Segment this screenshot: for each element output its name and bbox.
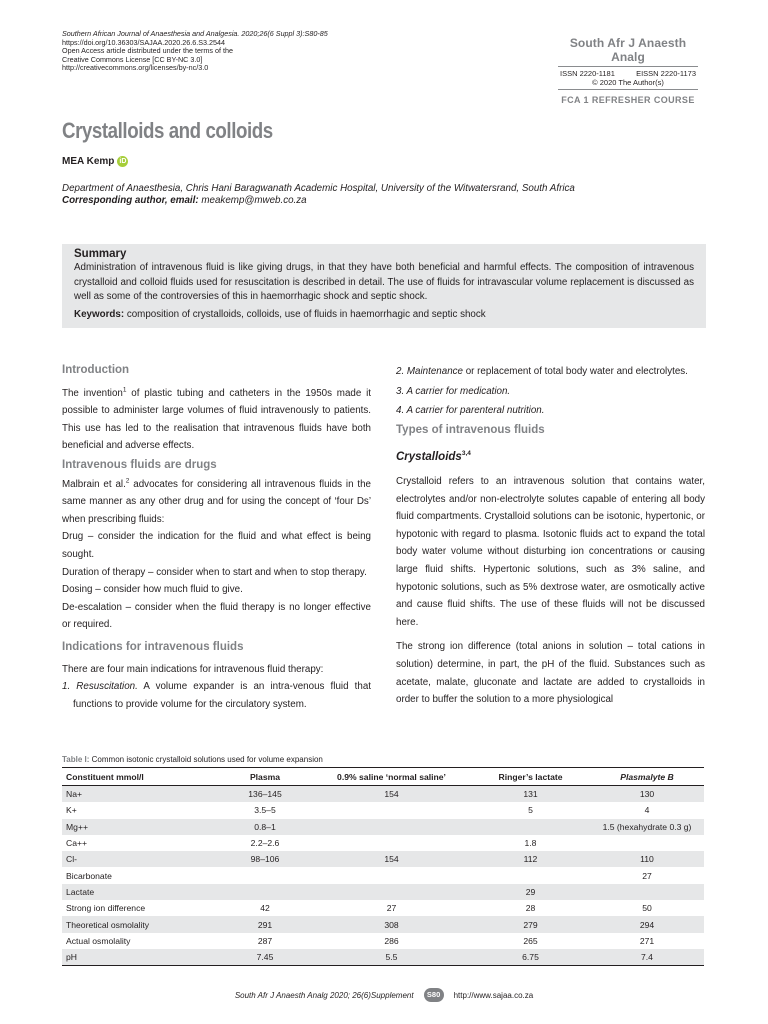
affiliation-block bbox=[62, 183, 722, 207]
license-link[interactable]: http://creativecommons.org/licenses/by-nc/3.0 bbox=[62, 63, 209, 73]
table-header: Constituent mmol/l bbox=[62, 768, 218, 786]
table-cell: Mg++ bbox=[62, 819, 218, 835]
table-row bbox=[62, 786, 704, 803]
table-row bbox=[62, 802, 704, 818]
table-header: 0.9% saline ‘normal saline’ bbox=[312, 768, 471, 786]
table-cell: 136–145 bbox=[218, 786, 312, 803]
table-cell: K+ bbox=[66, 805, 77, 816]
table-cell: 279 bbox=[471, 916, 590, 932]
masthead-rule-top bbox=[558, 66, 698, 67]
page-number: S80 bbox=[424, 988, 444, 1002]
footer-url[interactable]: http://www.sajaa.co.za bbox=[453, 990, 534, 1000]
table-cell: 6.75 bbox=[471, 949, 590, 966]
table-cell: 5 bbox=[528, 805, 533, 816]
intro-heading: Introduction bbox=[62, 364, 130, 376]
author-name: MEA Kemp bbox=[62, 156, 115, 167]
table-header-row bbox=[62, 768, 704, 786]
table-cell: 27 bbox=[386, 903, 397, 914]
table-cell: 0.8–1 bbox=[218, 819, 312, 835]
journal-masthead bbox=[558, 36, 698, 105]
list-item-resuscitation: 1. Resuscitation. A volume expander is an intra-venous fluid that functions to provide volume for the circulatory system. bbox=[62, 681, 371, 710]
copyright: © 2020 The Author(s) bbox=[592, 78, 664, 87]
table-row bbox=[62, 884, 704, 900]
table-cell: 308 bbox=[312, 916, 471, 932]
corresponding-email[interactable]: meakemp@mweb.co.za bbox=[201, 195, 307, 206]
doi-link[interactable]: https://doi.org/10.36303/SAJAA.2020.26.6.S3.2544 bbox=[62, 37, 226, 47]
table-cell bbox=[471, 867, 590, 883]
table-cell: 131 bbox=[471, 786, 590, 803]
table-cell: 110 bbox=[590, 851, 704, 867]
table-cell: 28 bbox=[525, 903, 536, 914]
deescalation-line: De-escalation – consider when the fluid therapy is no longer effective or required. bbox=[62, 601, 371, 631]
license-line-2: Creative Commons License [CC BY-NC 3.0] bbox=[62, 54, 203, 64]
table-cell: 2.2–2.6 bbox=[250, 838, 280, 849]
table-cell: 271 bbox=[639, 935, 655, 946]
intro-paragraph: The invention$^1$ of plastic tubing and catheters in the 1950s made it possible to administer large volumes of fluid intravenously to patients. This use has led to the realisation that intravenous fluids have both beneficial and adverse effects. bbox=[62, 386, 371, 452]
table-cell: 154 bbox=[312, 851, 471, 867]
table-cell: 294 bbox=[590, 916, 704, 932]
crystalloids-paragraph-2: The strong ion difference (total anions in solution – total cations in solution) determine, in part, the pH of the fluid. Substances such as acetate, malate, gluconate and lactate are added to crystalloids in order to buffer the solution to a more physiological bbox=[396, 641, 705, 706]
table-cell bbox=[590, 884, 704, 900]
table-cell: 50 bbox=[642, 903, 652, 914]
table-cell: 7.4 bbox=[590, 949, 704, 966]
table-cell: Strong ion difference bbox=[66, 903, 146, 914]
dosing-line: Dosing – consider how much fluid to give. bbox=[62, 584, 243, 596]
left-column bbox=[62, 362, 371, 713]
drugs-paragraph: Malbrain et al.$^2$ advocates for considering all intravenous fluids in the same manner as any other drug and for using the concept of ‘four Ds’ when prescribing fluids: bbox=[62, 477, 371, 525]
table-cell: 98–106 bbox=[218, 851, 312, 867]
indications-heading: Indications for intravenous fluids bbox=[62, 640, 244, 653]
table-cell bbox=[218, 884, 312, 900]
table-cell: 1.5 (hexahydrate 0.3 g) bbox=[590, 819, 704, 835]
table-row bbox=[62, 867, 704, 883]
keywords: composition of crystalloids, colloids, use of fluids in haemorrhagic and septic shock bbox=[126, 308, 486, 320]
duration-line: Duration of therapy – consider when to start and when to stop therapy. bbox=[62, 566, 367, 578]
right-column bbox=[396, 363, 705, 709]
table-cell bbox=[312, 819, 471, 835]
table-cell: 154 bbox=[312, 786, 471, 803]
table-cell: 3.5–5 bbox=[254, 805, 276, 816]
table-cell: 4 bbox=[644, 805, 650, 816]
list-item-nutrition: 4. A carrier for parenteral nutrition. bbox=[396, 405, 545, 417]
table-row bbox=[62, 851, 704, 867]
page-footer bbox=[0, 988, 768, 1002]
table-cell: Actual osmolality bbox=[66, 935, 131, 946]
header-citation-block bbox=[62, 30, 328, 73]
license-line-1: Open Access article distributed under the terms of the bbox=[62, 46, 233, 56]
table-cell bbox=[218, 867, 312, 883]
table-header: Ringer’s lactate bbox=[471, 768, 590, 786]
table-row bbox=[62, 933, 704, 949]
table-cell: 112 bbox=[471, 851, 590, 867]
table-row bbox=[62, 819, 704, 835]
table-cell bbox=[312, 802, 471, 818]
table-cell: 130 bbox=[590, 786, 704, 803]
list-item-medication: 3. A carrier for medication. bbox=[396, 385, 511, 397]
drugs-heading: Intravenous fluids are drugs bbox=[62, 458, 217, 471]
table-cell: Bicarbonate bbox=[66, 870, 112, 881]
table-cell: Na+ bbox=[62, 786, 218, 803]
table-cell bbox=[312, 884, 471, 900]
table-cell: Lactate bbox=[62, 884, 218, 900]
table-cell: Ca++ bbox=[66, 838, 88, 849]
summary-text: Administration of intravenous fluid is like giving drugs, in that they have both beneficial and harmful effects. The composition of intravenous crystalloid and colloid fluids used for resuscitation is described in detail. The use of fluids for intravascular volume replacement is discussed as well as some of the controversies of this in haemorrhagic shock and septic shock. bbox=[74, 262, 694, 303]
table-cell bbox=[590, 835, 704, 851]
orcid-icon[interactable]: iD bbox=[119, 158, 127, 165]
list-item-maintenance: 2. Maintenance or replacement of total body water and electrolytes. bbox=[396, 366, 688, 377]
table-cell: Cl- bbox=[62, 851, 218, 867]
table-header: Plasma bbox=[218, 768, 312, 786]
table-cell: 27 bbox=[642, 870, 652, 881]
keywords-label: Keywords: bbox=[74, 308, 125, 320]
masthead-rule-bottom bbox=[558, 89, 698, 90]
table-row bbox=[62, 900, 704, 916]
drug-line: Drug – consider the indication for the fluid and what effect is being sought. bbox=[62, 531, 371, 560]
table-cell bbox=[312, 835, 471, 851]
types-heading: Types of intravenous fluids bbox=[396, 423, 545, 436]
table-caption: Table I: Common isotonic crystalloid solutions used for volume expansion bbox=[62, 755, 323, 764]
crystalloids-heading: Crystalloids$^{3,4}$ bbox=[396, 450, 471, 464]
journal-citation: Southern African Journal of Anaesthesia and Analgesia. 2020;26(6 Suppl 3):S80-85 bbox=[62, 29, 328, 38]
journal-abbrev: South Afr J Anaesth Analg bbox=[569, 36, 687, 64]
indications-intro: There are four main indications for intravenous fluid therapy: bbox=[62, 663, 324, 675]
issn: ISSN 2220-1181 bbox=[560, 69, 615, 78]
table-row bbox=[62, 835, 704, 851]
eissn: EISSN 2220-1173 bbox=[636, 69, 696, 78]
table-cell: Theoretical osmolality bbox=[62, 916, 218, 932]
table-cell: 29 bbox=[471, 884, 590, 900]
table-cell: 265 bbox=[523, 935, 538, 946]
affiliation: Department of Anaesthesia, Chris Hani Baragwanath Academic Hospital, University of the Witwatersrand, South Africa bbox=[62, 183, 575, 194]
table-row bbox=[62, 916, 704, 932]
corresponding-label: Corresponding author, email: bbox=[62, 195, 199, 206]
crystalloid-table bbox=[62, 767, 704, 966]
author-line bbox=[62, 156, 128, 167]
table-cell: 287 bbox=[257, 935, 273, 946]
footer-citation: South Afr J Anaesth Analg 2020; 26(6)Supplement bbox=[234, 990, 414, 1000]
course-label: FCA 1 REFRESHER COURSE bbox=[561, 95, 695, 105]
table-header: Plasmalyte B bbox=[590, 768, 704, 786]
table-cell bbox=[471, 819, 590, 835]
article-title: Crystalloids and colloids bbox=[62, 118, 273, 143]
table-cell: 42 bbox=[260, 903, 270, 914]
table-cell: 7.45 bbox=[218, 949, 312, 966]
table-cell: 1.8 bbox=[524, 838, 537, 849]
summary-box bbox=[62, 244, 706, 328]
summary-heading: Summary bbox=[74, 248, 127, 260]
table-cell: 291 bbox=[218, 916, 312, 932]
table-cell bbox=[312, 867, 471, 883]
table-row bbox=[62, 949, 704, 966]
table-cell: 5.5 bbox=[312, 949, 471, 966]
crystalloids-paragraph-1: Crystalloid refers to an intravenous solution that contains water, electrolytes and/or non-electrolyte solutes capable of entering all body fluid compartments. Crystalloid solutions can be isotonic, hypertonic, or hypotonic with regard to plasma. Isotonic fluids act to expand the total body water volume without disturbing ion concentrations or causing large fluid shifts. Hypertonic solutions, such as 3% saline, and hypotonic solutions, such as 5% dextrose water, are osmotically active and cause fluid shifts. The use of these fluids will not be discussed here. bbox=[396, 475, 705, 628]
table-cell: 286 bbox=[384, 935, 399, 946]
table-cell: pH bbox=[62, 949, 218, 966]
